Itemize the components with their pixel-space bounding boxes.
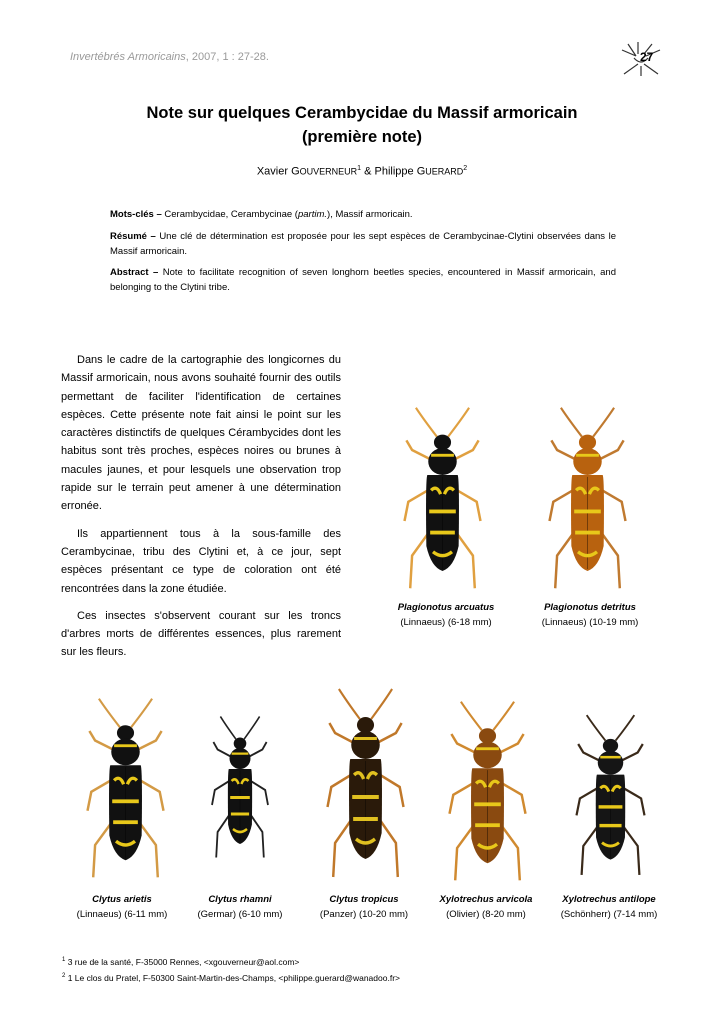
species-author-size: (Panzer) (10-20 mm) bbox=[319, 909, 409, 920]
species-author-size: (Linnaeus) (10-19 mm) bbox=[541, 617, 639, 628]
abstract-text: Note to facilitate recognition of seven longhorn beetles species, encountered in Massif armoricain, and belonging to the Clytini tribe. bbox=[110, 267, 616, 293]
authors bbox=[0, 165, 724, 178]
beetle-specimen-2 bbox=[540, 402, 635, 594]
footnote-1-mark: 1 bbox=[62, 957, 66, 963]
journal-name: Invertébrés Armoricains bbox=[70, 51, 186, 63]
species-name: Xylotrechus arvicola bbox=[439, 894, 533, 905]
species-author-size: (Olivier) (8-20 mm) bbox=[446, 909, 526, 920]
keywords-label: Mots-clés – bbox=[110, 209, 162, 220]
beetle-specimen-6 bbox=[440, 696, 535, 886]
specimen-caption-4 bbox=[170, 892, 310, 922]
intro-paragraph-1: Dans le cadre de la cartographie des longicornes du Massif armoricain, nous avons souhaité fournir des outils permettant de faciliter l'identification de certaines espèces. Cette présente note fait ainsi le point sur les caractères distinctifs de quelques Cérambycides dont les habitus sont très proches, espèces noires ou brunes à macules jaunes, et pour lesquels une observation trop rapide sur le terrain peut amener à une détermination erronée. bbox=[61, 354, 341, 513]
specimen-caption-1 bbox=[376, 600, 516, 630]
intro-text bbox=[61, 351, 341, 671]
species-name: Plagionotus arcuatus bbox=[397, 602, 495, 613]
footnote-2-mark: 2 bbox=[62, 972, 66, 979]
beetle-specimen-4 bbox=[205, 712, 275, 862]
keywords bbox=[110, 207, 616, 222]
species-name: Plagionotus detritus bbox=[544, 602, 636, 613]
author2-initial: G bbox=[416, 165, 426, 178]
specimen-caption-5 bbox=[294, 892, 434, 922]
author1-first-name: Xavier bbox=[256, 165, 292, 178]
resume-text: Une clé de détermination est proposée pour les sept espèces de Cerambycinae-Clytini observées dans le Massif armoricain. bbox=[110, 231, 616, 257]
author1-affiliation-mark: 1 bbox=[357, 165, 362, 172]
species-author-size: (Schönherr) (7-14 mm) bbox=[560, 909, 658, 920]
beetle-specimen-1 bbox=[395, 402, 490, 594]
footnote-1-text: 3 rue de la santé, F-35000 Rennes, <xgouverneur@aol.com> bbox=[65, 956, 300, 967]
running-head bbox=[70, 51, 269, 63]
species-author-size: (Germar) (6-10 mm) bbox=[197, 909, 283, 920]
page-number: 27 bbox=[640, 50, 654, 64]
resume bbox=[110, 229, 616, 259]
species-name: Clytus arietis bbox=[92, 894, 152, 905]
citation: , 2007, 1 : 27-28. bbox=[185, 51, 269, 63]
resume-label: Résumé – bbox=[110, 231, 156, 242]
footnote-2-text: 1 Le clos du Pratel, F-50300 Saint-Martin-des-Champs, <philippe.guerard@wanadoo.fr> bbox=[65, 972, 400, 983]
species-name: Xylotrechus antilope bbox=[562, 894, 656, 905]
beetle-specimen-3 bbox=[78, 693, 173, 883]
author1-initial: G bbox=[291, 165, 300, 178]
author2-affiliation-mark: 2 bbox=[463, 165, 468, 172]
author1-surname: OUVERNEUR bbox=[299, 166, 358, 177]
intro-paragraph-3: Ces insectes s'observent courant sur les troncs d'arbres morts de différentes essences, plus rarement sur les fleurs. bbox=[61, 609, 341, 659]
footnote-1 bbox=[62, 953, 622, 969]
authors-separator: & Philippe bbox=[361, 165, 417, 178]
specimen-caption-6 bbox=[416, 892, 556, 922]
beetle-specimen-7 bbox=[568, 710, 653, 880]
beetle-specimen-5 bbox=[318, 683, 413, 883]
footnote-2 bbox=[62, 969, 622, 985]
species-author-size: (Linnaeus) (6-18 mm) bbox=[400, 617, 492, 628]
title-line-1: Note sur quelques Cerambycidae du Massif armoricain bbox=[146, 104, 578, 122]
keywords-text-end: ), Massif armoricain. bbox=[327, 209, 413, 220]
abstract-label: Abstract – bbox=[110, 267, 159, 278]
intro-paragraph-2: Ils appartiennent tous à la sous-famille des Cerambycinae, tribu des Clytini et, à ce jour, sept espèces présentant ce type de coloration ont été rencontrées dans la zone étudiée. bbox=[61, 527, 341, 595]
author2-surname: UERARD bbox=[425, 166, 464, 177]
specimen-caption-7 bbox=[539, 892, 679, 922]
article-title bbox=[0, 101, 724, 149]
specimen-caption-2 bbox=[520, 600, 660, 630]
species-author-size: (Linnaeus) (6-11 mm) bbox=[76, 909, 168, 920]
footnotes bbox=[62, 953, 622, 985]
keywords-partim: partim. bbox=[297, 209, 328, 220]
species-name: Clytus tropicus bbox=[329, 894, 399, 905]
species-name: Clytus rhamni bbox=[208, 894, 272, 905]
title-line-2: (première note) bbox=[301, 128, 423, 146]
keywords-text: Cerambycidae, Cerambycinae ( bbox=[161, 209, 298, 220]
abstract bbox=[110, 265, 616, 295]
